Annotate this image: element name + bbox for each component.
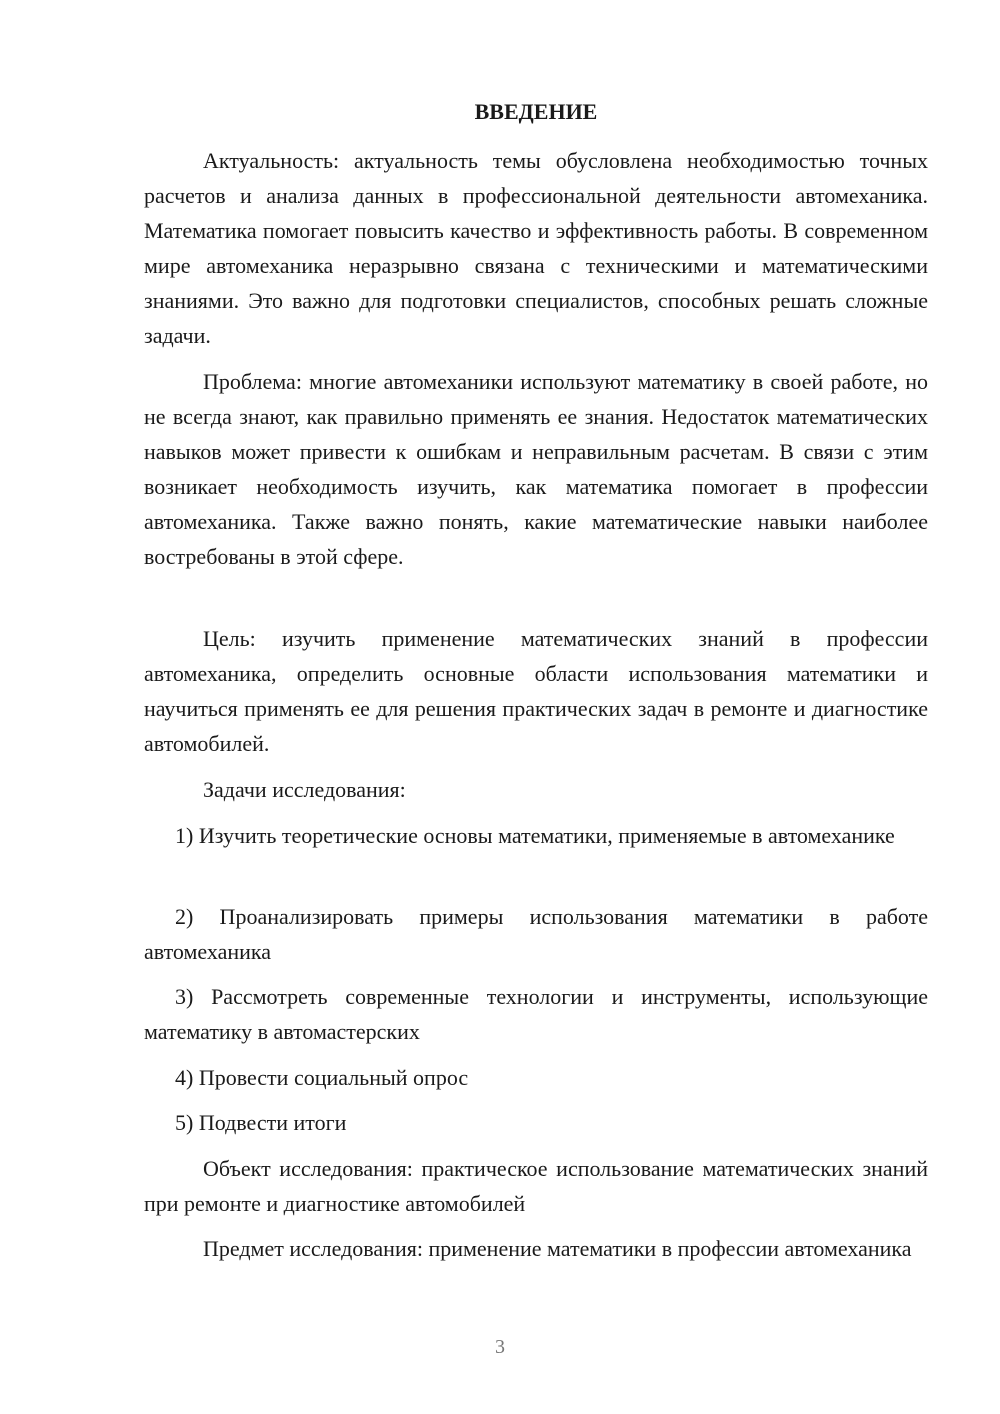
page-number: 3 xyxy=(495,1336,505,1358)
task-item: 3) Рассмотреть современные технологии и инструменты, использующие математику в автомастерских xyxy=(144,984,928,1044)
task-item: 4) Провести социальный опрос xyxy=(175,1065,469,1090)
task-item: 1) Изучить теоретические основы математики, применяемые в автомеханике xyxy=(175,823,895,848)
relevance-paragraph: Актуальность: актуальность темы обусловлена необходимостью точных расчетов и анализа данных в профессиональной деятельности автомеханика. Математика помогает повысить качество и эффективность работы. В современном мире автомеханика неразрывно связана с техническими и математическими знаниями. Это важно для подготовки специалистов, способных решать сложные задачи. xyxy=(144,148,928,348)
subject-paragraph: Предмет исследования: применение математики в профессии автомеханика xyxy=(203,1236,912,1261)
object-paragraph: Объект исследования: практическое использование математических знаний при ремонте и диагностике автомобилей xyxy=(144,1156,928,1216)
task-item: 2) Проанализировать примеры использования математики в работе автомеханика xyxy=(144,904,928,964)
section-title: ВВЕДЕНИЕ xyxy=(474,99,598,124)
goal-paragraph: Цель: изучить применение математических знаний в профессии автомеханика, определить основные области использования математики и научиться применять ее для решения практических задач в ремонте и диагностике автомобилей. xyxy=(144,626,928,756)
problem-paragraph: Проблема: многие автомеханики используют математику в своей работе, но не всегда знают, как правильно применять ее знания. Недостаток математических навыков может привести к ошибкам и неправильным расчетам. В связи с этим возникает необходимость изучить, как математика помогает в профессии автомеханика. Также важно понять, какие математические навыки наиболее востребованы в этой сфере. xyxy=(144,369,928,569)
task-item: 5) Подвести итоги xyxy=(175,1110,347,1135)
tasks-heading: Задачи исследования: xyxy=(203,777,406,802)
